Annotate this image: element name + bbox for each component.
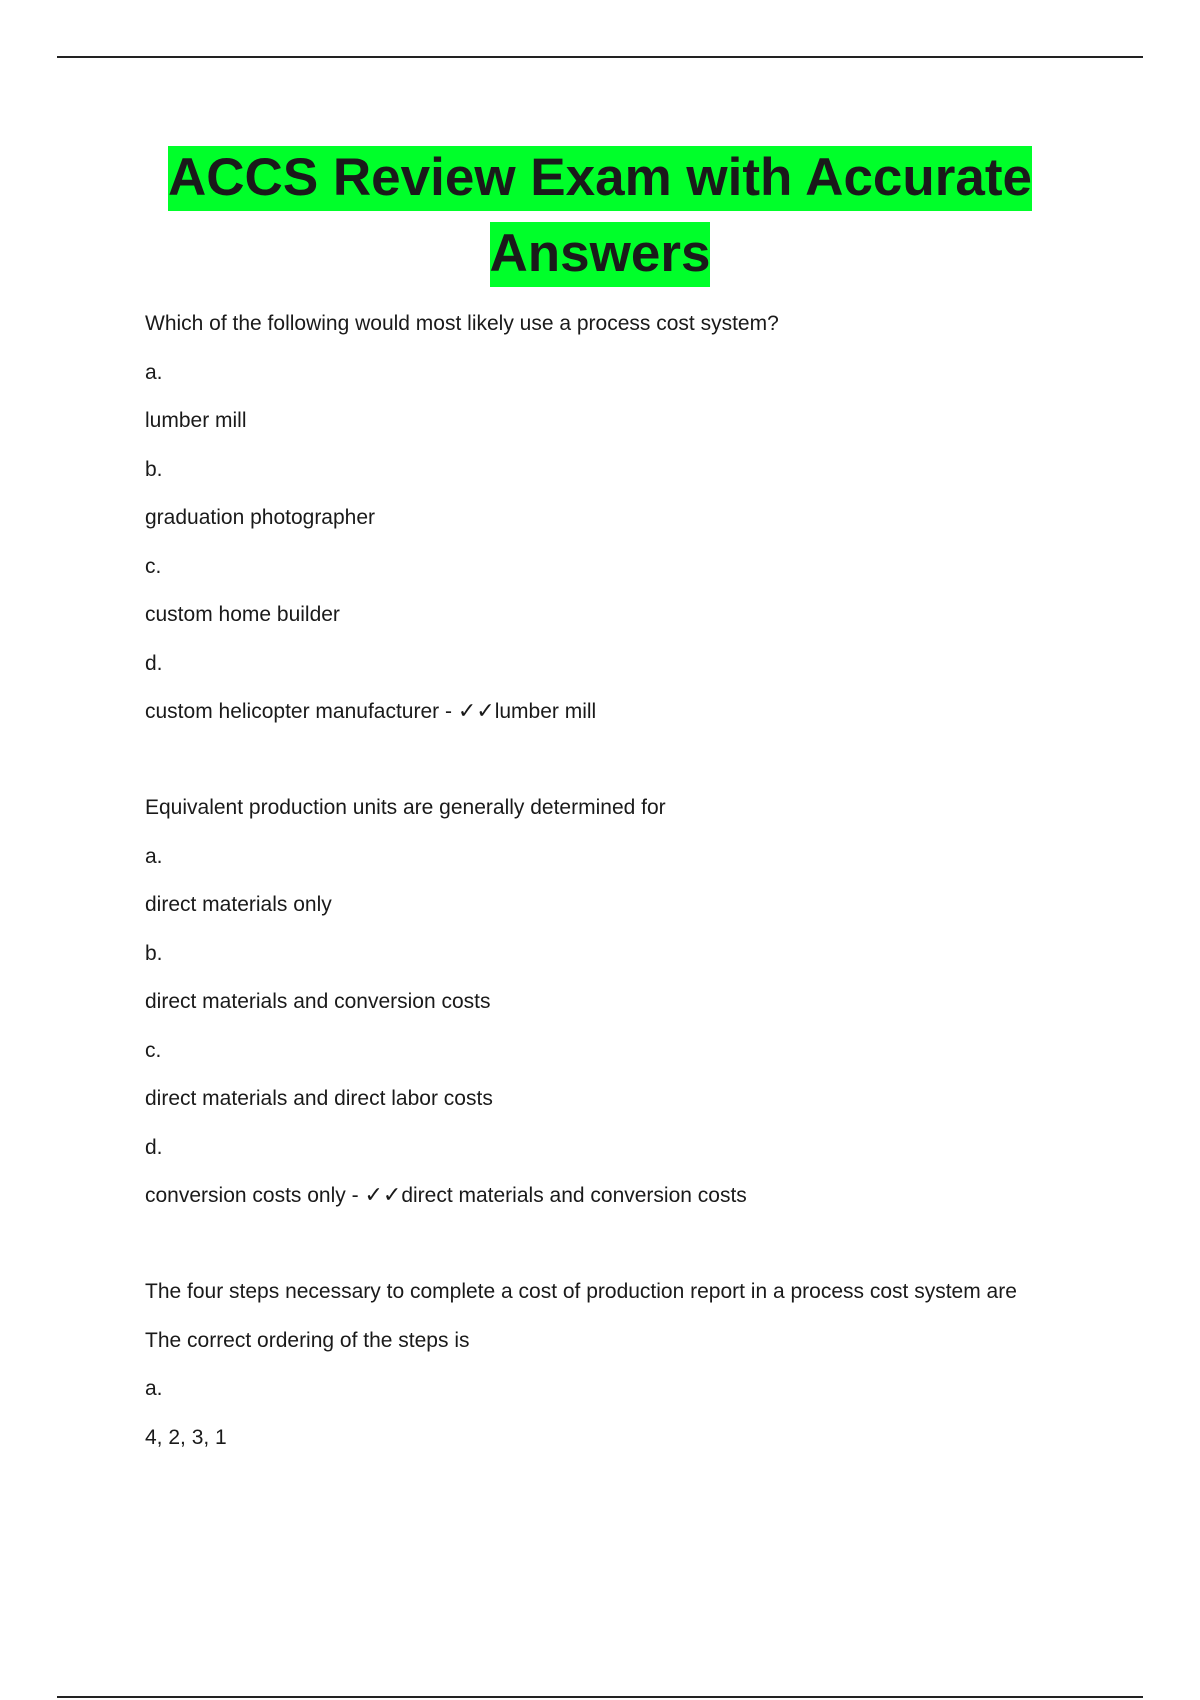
option-letter: d. (145, 651, 163, 675)
checkmark-icon: ✓✓ (457, 699, 495, 724)
option-letter: a. (145, 1377, 163, 1400)
option-text: direct materials and direct labor costs (145, 1087, 493, 1110)
option-letter: c. (145, 1038, 162, 1062)
question-2-prompt: Equivalent production units are generally determined for (145, 796, 666, 819)
answer-separator: - (439, 700, 458, 723)
footer-rule (57, 1696, 1143, 1698)
question-1-prompt: Which of the following would most likely use a process cost system? (145, 312, 779, 335)
answer-separator: - (345, 1184, 365, 1207)
correct-answer: lumber mill (494, 700, 597, 723)
title-line-2: Answers (490, 222, 711, 287)
option-text: graduation photographer (145, 506, 376, 529)
question-3-prompt: The four steps necessary to complete a cost of production report in a process cost system are (145, 1280, 1017, 1303)
option-letter: d. (145, 1135, 163, 1159)
option-text: 4, 2, 3, 1 (145, 1425, 227, 1449)
header-rule (57, 56, 1143, 58)
exam-content (145, 307, 1125, 1469)
option-text: direct materials and conversion costs (145, 990, 491, 1013)
page-title (0, 140, 1200, 292)
answer-line (145, 695, 1125, 791)
checkmark-icon: ✓✓ (364, 1183, 402, 1208)
title-line-1: ACCS Review Exam with Accurate (168, 146, 1032, 211)
option-letter: b. (145, 457, 163, 481)
question-3-prompt-continued: The correct ordering of the steps is (145, 1328, 470, 1352)
option-text: custom home builder (145, 603, 340, 626)
option-letter: b. (145, 941, 163, 965)
correct-answer: direct materials and conversion costs (401, 1184, 747, 1207)
answer-line (145, 1179, 1125, 1275)
option-letter: a. (145, 360, 163, 384)
option-text: lumber mill (145, 409, 247, 432)
option-text: conversion costs only (145, 1184, 346, 1207)
option-text: direct materials only (145, 893, 332, 916)
option-letter: c. (145, 554, 162, 578)
option-letter: a. (145, 844, 163, 868)
option-text: custom helicopter manufacturer (145, 700, 440, 723)
